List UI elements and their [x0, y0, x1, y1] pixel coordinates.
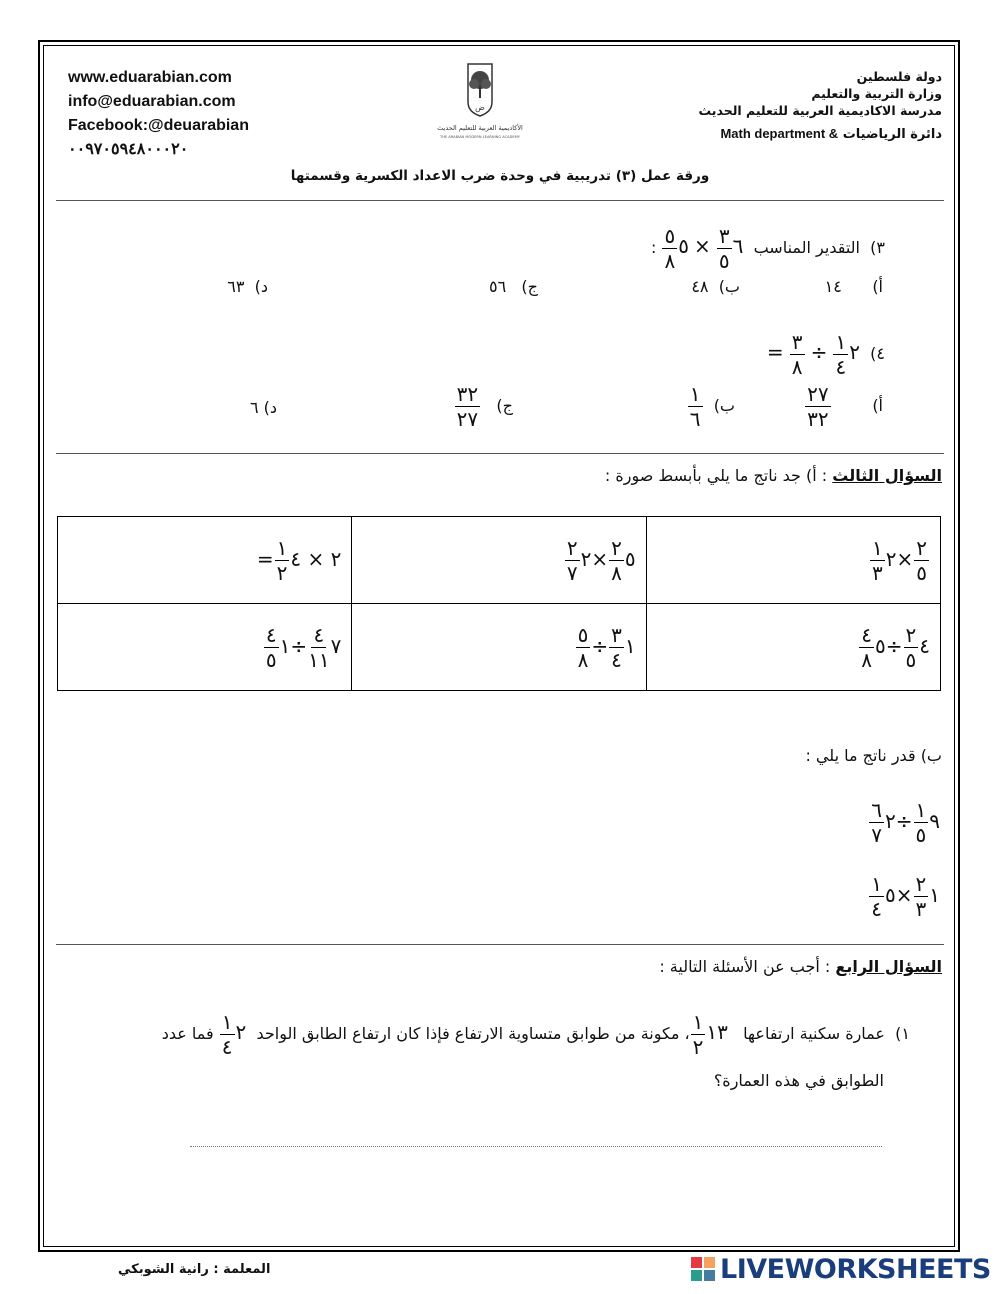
question-4: ٤) ٢ $\frac{١}{٤}$ ÷ $\frac{٣}{٨}$ = — [766, 330, 885, 379]
email-text: info@eduarabian.com — [68, 93, 236, 110]
q4-option-d[interactable]: د) ٦ — [249, 398, 277, 417]
exercise-table — [57, 516, 941, 691]
q3-option-d[interactable]: د) ٦٣ — [227, 277, 268, 296]
word-problem-1-line2: الطوابق في هذه العمارة؟ — [713, 1071, 884, 1090]
worksheet-title: ورقة عمل (٣) تدريبية في وحدة ضرب الاعداد الكسرية وقسمتها — [290, 168, 710, 184]
question-3: ٣) التقدير المناسب ٦ $\frac{٣}{٥}$ × ٥ $\frac{٥}{٨}$ : — [650, 224, 885, 273]
q4-option-c[interactable]: ج) $\frac{٣٢}{٢٧}$ — [456, 382, 513, 431]
q3-option-b[interactable]: ب) ٤٨ — [691, 277, 740, 296]
answer-line[interactable] — [190, 1146, 882, 1147]
estimate-2[interactable]: ١ $\frac{٢}{٣}$ ×٥ $\frac{١}{٤}$ — [871, 872, 940, 921]
divider — [56, 453, 944, 454]
table-cell[interactable]: ٢ × ٤ $\frac{١}{٢}$ = — [58, 517, 352, 604]
svg-text:THE ARABIAN MODERN LEARNING AC: THE ARABIAN MODERN LEARNING ACADEMY — [440, 135, 520, 139]
facebook-text: Facebook:@deuarabian — [68, 117, 249, 134]
liveworksheets-brand[interactable]: LIVEWORKSHEETS — [690, 1254, 991, 1285]
table-cell[interactable]: ٤ $\frac{٢}{٥}$ ÷٥ $\frac{٤}{٨}$ — [646, 604, 940, 691]
divider — [56, 944, 944, 945]
q4-option-a[interactable]: أ) $\frac{٢٧}{٣٢}$ — [807, 382, 883, 431]
contact-block — [68, 66, 249, 162]
q3-option-a[interactable]: أ) ١٤ — [824, 277, 883, 296]
table-cell[interactable]: ١ $\frac{٣}{٤}$ ÷ $\frac{٥}{٨}$ — [352, 604, 646, 691]
q4-option-b[interactable]: ب) $\frac{١}{٦}$ — [689, 382, 735, 431]
school-logo — [430, 62, 550, 142]
teacher-name: المعلمة : رانية الشوبكي — [118, 1262, 271, 1277]
svg-text:ض: ض — [475, 103, 485, 112]
ministry-text: وزارة التربية والتعليم — [811, 86, 942, 101]
table-cell[interactable]: $\frac{٢}{٥}$ ×٢ $\frac{١}{٣}$ — [646, 517, 940, 604]
section-3-heading: السؤال الثالث : أ) جد ناتج ما يلي بأبسط صورة : — [604, 466, 942, 485]
website-text: www.eduarabian.com — [68, 69, 232, 86]
part-b-prompt: ب) قدر ناتج ما يلي : — [805, 746, 942, 765]
estimate-1[interactable]: ٩ $\frac{١}{٥}$ ÷٢ $\frac{٦}{٧}$ — [871, 798, 940, 847]
section-4-heading: السؤال الرابع : أجب عن الأسئلة التالية : — [659, 957, 942, 976]
table-cell[interactable]: ٧ $\frac{٤}{١١}$ ÷١ $\frac{٤}{٥}$ — [58, 604, 352, 691]
department-text: دائرة الرياضيات Math department & — [720, 126, 942, 142]
svg-text:الأكاديمية العربية للتعليم الح: الأكاديمية العربية للتعليم الحديث — [437, 124, 523, 132]
state-text: دولة فلسطين — [856, 69, 942, 84]
word-problem-1: ١) عمارة سكنية ارتفاعها ١٣ $\frac{١}{٢}$ ، مكونة من طوابق متساوية الارتفاع فإذا كان ارتفاع الطابق الواحد ٢ $\frac{١}{٤}$ فما عدد — [161, 1010, 910, 1059]
school-name-text: مدرسة الاكاديمية العربية للتعليم الحديث — [698, 103, 942, 118]
phone-text: ٠٠٩٧٠٥٩٤٨٠٠٠٢٠ — [68, 141, 189, 158]
divider — [56, 200, 944, 201]
liveworksheets-logo-icon — [690, 1256, 716, 1282]
q3-option-c[interactable]: ج) ٥٦ — [488, 277, 538, 296]
table-cell[interactable]: ٥ $\frac{٢}{٨}$ ×٢ $\frac{٢}{٧}$ — [352, 517, 646, 604]
school-info-block — [699, 68, 942, 143]
